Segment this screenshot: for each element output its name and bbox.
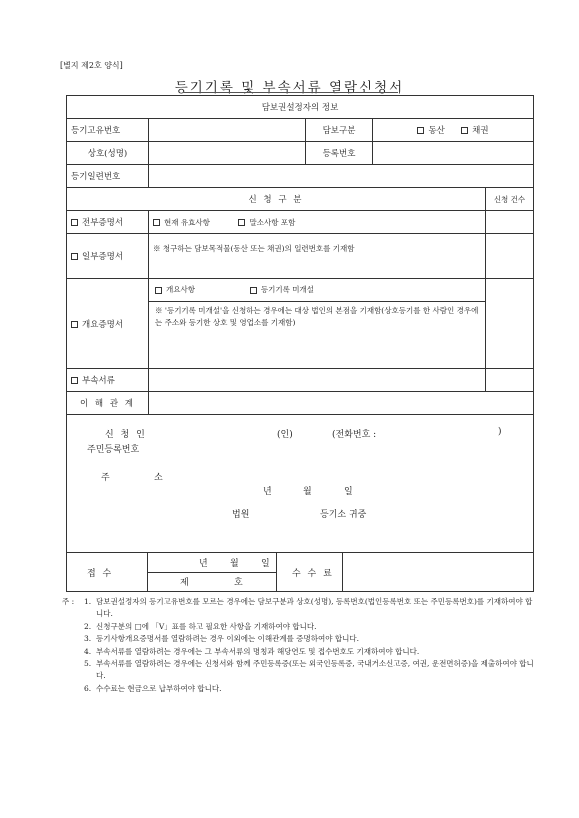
serial-number-label: 등기일련번호	[67, 165, 149, 188]
collateral-type-label: 담보구분	[306, 119, 373, 142]
reg-number-label: 등록번호	[306, 142, 373, 165]
receipt-date-day: 일	[261, 559, 270, 569]
full-cert-label: 전부증명서	[82, 218, 124, 228]
receipt-label: 접 수	[87, 569, 114, 579]
current-checkbox[interactable]	[153, 219, 160, 226]
partial-cert-checkbox[interactable]	[71, 253, 78, 260]
date-day: 일	[344, 487, 353, 497]
address-label-1: 주	[101, 473, 110, 483]
id-number-label: 등기고유번호	[67, 119, 149, 142]
full-cert-cell	[67, 211, 149, 234]
attachments-field[interactable]	[149, 369, 486, 392]
partial-cert-note: ※ 청구하는 담보목적물(동산 또는 채권)의 일련번호를 기재함	[149, 234, 486, 279]
receipt-block	[67, 553, 534, 592]
attachments-checkbox[interactable]	[71, 377, 78, 384]
serial-number-field[interactable]	[149, 165, 534, 188]
note-item: 2. 신청구분의 □에 「V」표를 하고 필요한 사항을 기재하여야 합니다.	[84, 621, 317, 631]
partial-cert-cell	[67, 234, 149, 279]
phone-label: (전화번호 :	[332, 430, 377, 440]
receipt-divider-2	[276, 553, 277, 591]
request-type-header: 신 청 구 분	[67, 188, 486, 211]
summary-cert-options	[149, 279, 485, 302]
receipt-number-suffix: 호	[234, 578, 243, 588]
unopened-checkbox[interactable]	[250, 287, 257, 294]
summary-cert-label: 개요증명서	[82, 319, 124, 330]
attachments-label: 부속서류	[82, 376, 115, 386]
notes-label: 주 :	[62, 597, 75, 606]
date-month: 월	[303, 487, 312, 497]
summary-cert-details	[149, 279, 486, 369]
seal-mark: (인)	[277, 430, 293, 440]
reg-number-field[interactable]	[373, 142, 534, 165]
name-label: 상호(성명)	[67, 142, 149, 165]
deleted-checkbox[interactable]	[238, 219, 245, 226]
full-cert-count[interactable]	[486, 211, 534, 234]
claim-checkbox[interactable]	[461, 127, 468, 134]
resident-number-label: 주민등록번호	[87, 445, 140, 455]
request-count-header: 신청 건수	[486, 188, 534, 211]
attachments-count[interactable]	[486, 369, 534, 392]
receipt-date-month: 월	[230, 559, 239, 569]
interest-label: 이 해 관 계	[67, 392, 149, 415]
full-cert-options	[149, 211, 486, 234]
receipt-date-year: 년	[199, 559, 208, 569]
full-cert-checkbox[interactable]	[71, 219, 78, 226]
overview-option-label: 개요사항	[166, 285, 195, 294]
movable-checkbox[interactable]	[417, 127, 424, 134]
movable-option-label: 동산	[428, 126, 445, 136]
phone-close: )	[498, 427, 502, 437]
notes-section	[62, 596, 538, 695]
signature-block	[67, 415, 534, 553]
registry-label: 등기소 귀중	[320, 510, 367, 520]
note-item: 4. 부속서류를 열람하려는 경우에는 그 부속서류의 명칭과 해당연도 및 접수번호도 기재하여야 합니다.	[84, 646, 420, 656]
attachments-cell	[67, 369, 149, 392]
fee-label: 수 수 료	[292, 569, 334, 579]
document-title: 등기기록 및 부속서류 열람신청서	[174, 80, 405, 96]
claim-option-label: 채권	[472, 126, 489, 136]
deleted-option-label: 말소사항 포함	[249, 217, 296, 227]
note-item: 6. 수수료는 현금으로 납부하여야 합니다.	[84, 683, 222, 693]
application-form-table	[66, 95, 534, 592]
title-underline	[184, 92, 398, 93]
collateral-type-options	[373, 119, 534, 142]
collateral-info-header: 담보권설정자의 정보	[67, 96, 534, 119]
partial-cert-label: 일부증명서	[82, 252, 124, 262]
address-label-2: 소	[154, 473, 163, 483]
name-field[interactable]	[149, 142, 306, 165]
applicant-label: 신 청 인	[105, 430, 147, 440]
summary-cert-cell	[67, 279, 149, 369]
receipt-number-prefix: 제	[180, 578, 189, 588]
court-label: 법원	[232, 510, 250, 520]
overview-checkbox[interactable]	[155, 287, 162, 294]
note-item: 5. 부속서류를 열람하려는 경우에는 신청서와 함께 주민등록증(또는 외국인등록증, 국내거소신고증, 여권, 운전면허증)을 제출하여야 합니다.	[84, 659, 534, 681]
summary-cert-count[interactable]	[486, 279, 534, 369]
date-year: 년	[263, 487, 272, 497]
note-item: 3. 등기사항개요증명서를 열람하려는 경우 이외에는 이해관계를 증명하여야 합니다.	[84, 634, 360, 644]
interest-field[interactable]	[149, 392, 534, 415]
receipt-divider-mid	[147, 572, 276, 573]
unopened-option-label: 등기기록 미개설	[260, 285, 314, 294]
receipt-divider-3	[342, 553, 343, 591]
current-option-label: 현재 유효사항	[164, 217, 210, 227]
note-item: 주 : 1. 담보권설정자의 등기고유번호를 모르는 경우에는 담보구분과 상호(성명), 등록번호(법인등록번호 또는 주민등록번호)를 기재하여야 합니다.	[62, 597, 533, 619]
partial-cert-count[interactable]	[486, 234, 534, 279]
form-reference: [별지 제2호 양식]	[60, 61, 123, 70]
summary-cert-note: ※ '등기기록 미개설'을 신청하는 경우에는 대상 법인의 본점을 기재함(상호등기를 한 사람인 경우에는 주소와 등기한 상호 및 영업소를 기재함)	[155, 306, 479, 327]
id-number-field[interactable]	[149, 119, 306, 142]
summary-cert-checkbox[interactable]	[71, 321, 78, 328]
